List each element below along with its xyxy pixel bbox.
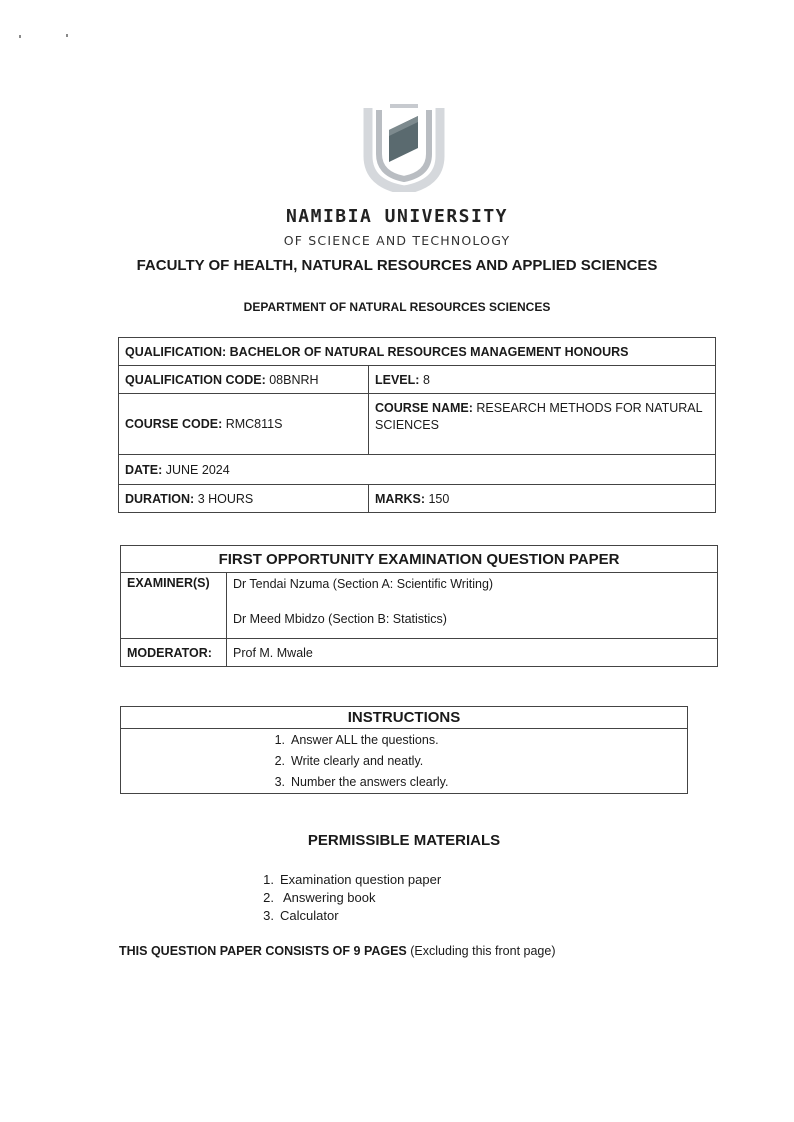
course-name-cell bbox=[369, 394, 716, 455]
university-name: NAMIBIA UNIVERSITY bbox=[285, 206, 509, 227]
level-label: LEVEL: bbox=[375, 372, 420, 387]
examiners-label: EXAMINER(S) bbox=[121, 573, 227, 639]
date-row bbox=[119, 455, 716, 485]
duration-label: DURATION: bbox=[125, 491, 195, 506]
examiners-table bbox=[120, 545, 718, 667]
duration-marks-row bbox=[119, 485, 716, 513]
course-name-label: COURSE NAME: bbox=[375, 401, 473, 415]
course-row bbox=[119, 394, 716, 455]
qualification-code-label: QUALIFICATION CODE: bbox=[125, 372, 266, 387]
code-level-row bbox=[119, 366, 716, 394]
course-code-label: COURSE CODE: bbox=[125, 417, 223, 431]
scan-speck bbox=[19, 35, 21, 38]
list-item: 1. Examination question paper bbox=[263, 872, 442, 887]
permissible-materials-title: PERMISSIBLE MATERIALS bbox=[307, 832, 501, 849]
qualification-code-cell bbox=[119, 366, 369, 394]
list-item: 3. Number the answers clearly. bbox=[274, 774, 449, 789]
date-cell bbox=[119, 455, 716, 485]
qualification-label: QUALIFICATION: bbox=[125, 344, 227, 359]
page-count-note-normal: (Excluding this front page) bbox=[410, 944, 556, 958]
list-item: 3. Calculator bbox=[263, 908, 339, 923]
course-code-cell bbox=[119, 394, 369, 455]
course-code-value: RMC811S bbox=[225, 417, 283, 431]
permissible-materials-list bbox=[250, 871, 441, 925]
examiners-cell bbox=[227, 573, 718, 639]
list-item: 2. Write clearly and neatly. bbox=[274, 753, 424, 768]
department-heading: DEPARTMENT OF NATURAL RESOURCES SCIENCES bbox=[243, 300, 551, 314]
scan-speck bbox=[66, 34, 68, 37]
level-value: 8 bbox=[422, 372, 430, 387]
university-logo bbox=[362, 100, 446, 192]
page-count-note bbox=[119, 944, 555, 958]
instructions-title: INSTRUCTIONS bbox=[121, 707, 688, 729]
marks-label: MARKS: bbox=[375, 491, 425, 506]
qualification-row bbox=[119, 338, 716, 366]
course-details-table bbox=[118, 337, 716, 513]
qualification-value: BACHELOR OF NATURAL RESOURCES MANAGEMENT HONOURS bbox=[229, 344, 629, 359]
date-label: DATE: bbox=[125, 462, 163, 477]
instructions-body bbox=[121, 729, 688, 794]
exam-title: FIRST OPPORTUNITY EXAMINATION QUESTION PAPER bbox=[121, 546, 718, 573]
instructions-table bbox=[120, 706, 688, 794]
moderator-label: MODERATOR: bbox=[121, 639, 227, 667]
qualification-cell bbox=[119, 338, 716, 366]
level-cell bbox=[369, 366, 716, 394]
moderator-value: Prof M. Mwale bbox=[227, 639, 718, 667]
page-count-bold: THIS QUESTION PAPER CONSISTS OF 9 PAGES bbox=[119, 944, 407, 958]
marks-value: 150 bbox=[428, 491, 450, 506]
examiner-2: Dr Meed Mbidzo (Section B: Statistics) bbox=[233, 612, 447, 626]
list-item: 2. Answering book bbox=[263, 890, 376, 905]
course-name-value: RESEARCH METHODS FOR NATURAL SCIENCES bbox=[375, 401, 703, 432]
list-item: 1. Answer ALL the questions. bbox=[274, 732, 439, 747]
marks-cell bbox=[369, 485, 716, 513]
nust-shield-logo-icon bbox=[362, 100, 446, 192]
university-subtitle: OF SCIENCE AND TECHNOLOGY bbox=[283, 233, 511, 248]
date-value: JUNE 2024 bbox=[165, 462, 230, 477]
examiner-1: Dr Tendai Nzuma (Section A: Scientific Writing) bbox=[233, 577, 494, 591]
faculty-heading: FACULTY OF HEALTH, NATURAL RESOURCES AND APPLIED SCIENCES bbox=[136, 257, 658, 274]
qualification-code-value: 08BNRH bbox=[269, 372, 319, 387]
duration-cell bbox=[119, 485, 369, 513]
duration-value: 3 HOURS bbox=[197, 491, 254, 506]
